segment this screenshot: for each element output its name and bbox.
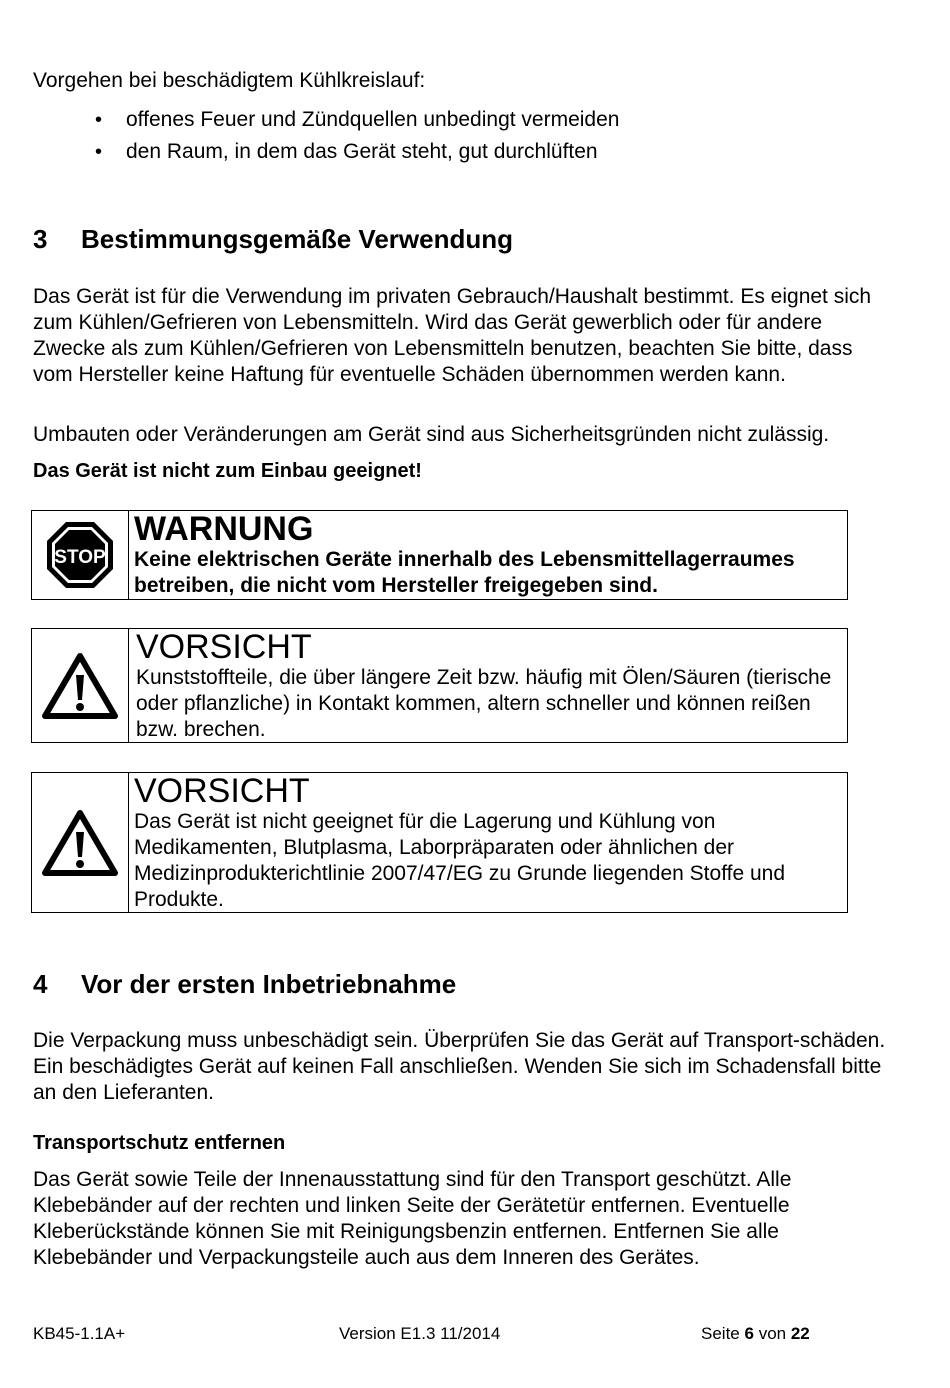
warning-icon-cell [32, 511, 129, 599]
warning-text: Keine elektrischen Geräte innerhalb des Lebensmittellagerraumes betreiben, die nicht vom Hersteller freigegeben sind. [134, 548, 795, 597]
paragraph: Die Verpackung muss unbeschädigt sein. Überprüfen Sie das Gerät auf Transport-schäden. Ein beschädigtes Gerät auf keinen Fall anschließen. Wenden Sie sich im Schadensfall bitte an den Lieferanten. [33, 1029, 886, 1104]
section-title: Vor der ersten Inbetriebnahme [81, 969, 457, 999]
caution-heading: VORSICHT [134, 772, 310, 810]
warning-heading: WARNUNG [134, 510, 314, 548]
warning-box [31, 510, 848, 600]
warning-content [134, 511, 841, 599]
caution-icon-cell [32, 773, 129, 912]
section-number: 4 [33, 969, 48, 999]
list-item: • den Raum, in dem das Gerät steht, gut durchlüften [95, 136, 619, 168]
warning-triangle-icon [42, 810, 118, 876]
bold-notice: Das Gerät ist nicht zum Einbau geeignet! [33, 460, 422, 482]
paragraph: Das Gerät sowie Teile der Innenausstattung sind für den Transport geschützt. Alle Klebebänder auf der rechten und linken Seite der Gerätetür entfernen. Eventuelle Kleberückstände können Sie mit Reinigungsbenzin entfernen. Entfernen Sie alle Klebebänder und Verpackungsteile auch aus dem Inneren des Gerätes. [33, 1168, 792, 1269]
caution-content [134, 773, 841, 913]
footer-page-number [701, 1323, 810, 1345]
caution-icon-cell [32, 629, 129, 742]
section-number: 3 [33, 224, 48, 254]
page-total: 22 [790, 1324, 810, 1343]
caution-text: Kunststoffteile, die über längere Zeit bzw. häufig mit Ölen/Säuren (tierische oder pflanzliche) in Kontakt kommen, altern schneller und können reißen bzw. brechen. [136, 666, 832, 741]
caution-heading: VORSICHT [136, 628, 312, 666]
section-heading [33, 223, 513, 255]
footer-model: KB45-1.1A+ [33, 1324, 126, 1343]
page-of: von [758, 1324, 787, 1343]
bullet-list [95, 104, 619, 168]
intro-text: Vorgehen bei beschädigtem Kühlkreislauf: [33, 69, 426, 92]
subheading: Transportschutz entfernen [33, 1132, 286, 1154]
caution-box [31, 772, 848, 913]
caution-content [136, 629, 841, 743]
paragraph: Umbauten oder Veränderungen am Gerät sind aus Sicherheitsgründen nicht zulässig. [33, 423, 830, 446]
section-title: Bestimmungsgemäße Verwendung [81, 224, 513, 254]
stop-sign-icon [45, 520, 115, 590]
stop-sign-label: STOP [54, 547, 106, 568]
section-heading [33, 968, 456, 1000]
page-current: 6 [744, 1324, 754, 1343]
list-item: • offenes Feuer und Zündquellen unbedingt vermeiden [95, 104, 619, 136]
footer-version: Version E1.3 11/2014 [339, 1324, 501, 1343]
paragraph: Das Gerät ist für die Verwendung im privaten Gebrauch/Haushalt bestimmt. Es eignet sich zum Kühlen/Gefrieren von Lebensmitteln. Wird das Gerät gewerblich oder für andere Zwecke als zum Kühlen/Gefrieren von Lebensmitteln benutzen, beachten Sie bitte, dass vom Hersteller keine Haftung für eventuelle Schäden übernommen werden kann. [33, 285, 872, 386]
caution-box [31, 628, 848, 743]
warning-triangle-icon [42, 653, 118, 719]
page-prefix: Seite [701, 1324, 740, 1343]
caution-text: Das Gerät ist nicht geeignet für die Lagerung und Kühlung von Medikamenten, Blutplasma, Laborpräparaten oder ähnlichen der Medizinprodukterichtlinie 2007/47/EG zu Grunde liegenden Stoffe und Produkte. [134, 810, 786, 911]
